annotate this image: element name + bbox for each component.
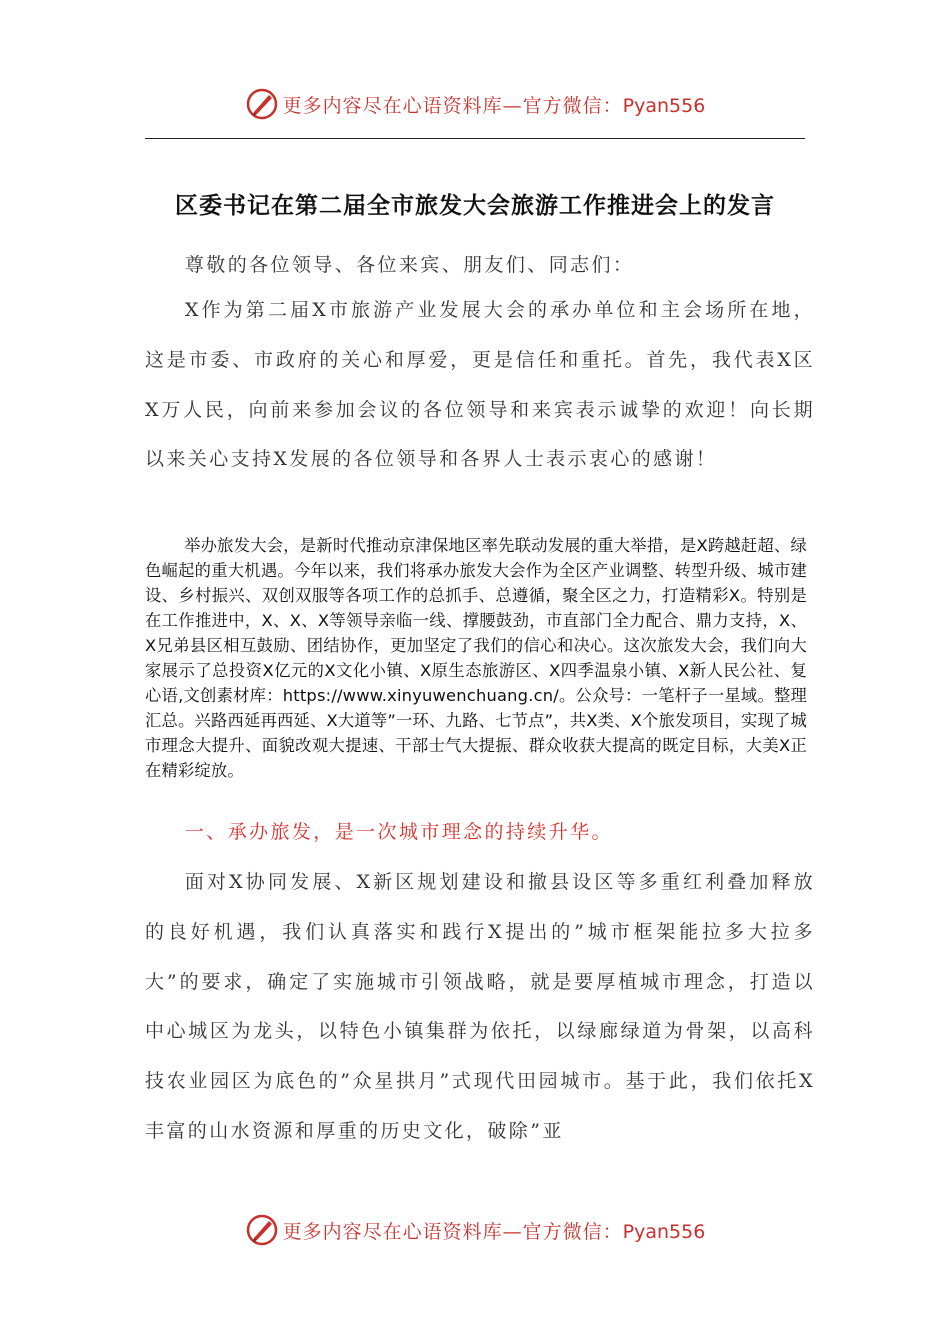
header-banner-text: 更多内容尽在心语资料库—官方微信：Pyan556 (282, 94, 706, 117)
paragraph-2: 举办旅发大会，是新时代推动京津保地区率先联动发展的重大举措，是X跨越赶超、绿色崛起的重大机遇。今年以来，我们将承办旅发大会作为全区产业调整、转型升级、城市建设、乡村振兴、双创双服等各项工作的总抓手、总遵循，聚全区之力，打造精彩X。特别是在工作推进中，X、X、X等领导亲临一线、撑腰鼓劲，市直部门全力配合、鼎力支持，X、X兄弟县区相互鼓励、团结协作，更加坚定了我们的信心和决心。这次旅发大会，我们向大家展示了总投资X亿元的X文化小镇、X原生态旅游区、X四季温泉小镇、X新人民公社、复心语,文创素材库：https://www.xinyuwenchuang.cn/。公众号：一笔杆子一星域。整理汇总。兴路西延再西延、X大道等”一环、九路、七节点”，共X类、X个旅发项目，实现了城市理念大提升、面貌改观大提速、干部士气大提振、群众收获大提高的既定目标，大美X正在精彩绽放。 (145, 536, 807, 780)
footer-wechat-id: Pyan556 (622, 1220, 706, 1243)
header-wechat-id: Pyan556 (622, 94, 706, 117)
header-divider (145, 138, 805, 139)
header-banner (0, 84, 950, 124)
section-heading-1: 一、承办旅发，是一次城市理念的持续升华。 (184, 821, 613, 843)
salutation: 尊敬的各位领导、各位来宾、朋友们、同志们： (184, 254, 635, 276)
paragraph-1: X作为第二届X市旅游产业发展大会的承办单位和主会场所在地，这是市委、市政府的关心和厚爱，更是信任和重托。首先，我代表X区X万人民，向前来参加会议的各位领导和来宾表示诚挚的欢迎！向长期以来关心支持X发展的各位领导和各界人士表示衷心的感谢！ (145, 299, 815, 471)
paragraph-3: 面对X协同发展、X新区规划建设和撤县设区等多重红利叠加释放的良好机遇，我们认真落实和践行X提出的”城市框架能拉多大拉多大”的要求，确定了实施城市引领战略，就是要厚植城市理念，打造以中心城区为龙头，以特色小镇集群为依托，以绿廊绿道为骨架，以高科技农业园区为底色的”众星拱月”式现代田园城市。基于此，我们依托X丰富的山水资源和厚重的历史文化，破除”亚 (145, 871, 815, 1142)
footer-banner-text: 更多内容尽在心语资料库—官方微信：Pyan556 (282, 1220, 706, 1243)
footer-banner (0, 1210, 950, 1250)
quill-logo-icon (245, 87, 279, 121)
document-title: 区委书记在第二届全市旅发大会旅游工作推进会上的发言 (175, 192, 775, 220)
quill-logo-icon (245, 1213, 279, 1247)
